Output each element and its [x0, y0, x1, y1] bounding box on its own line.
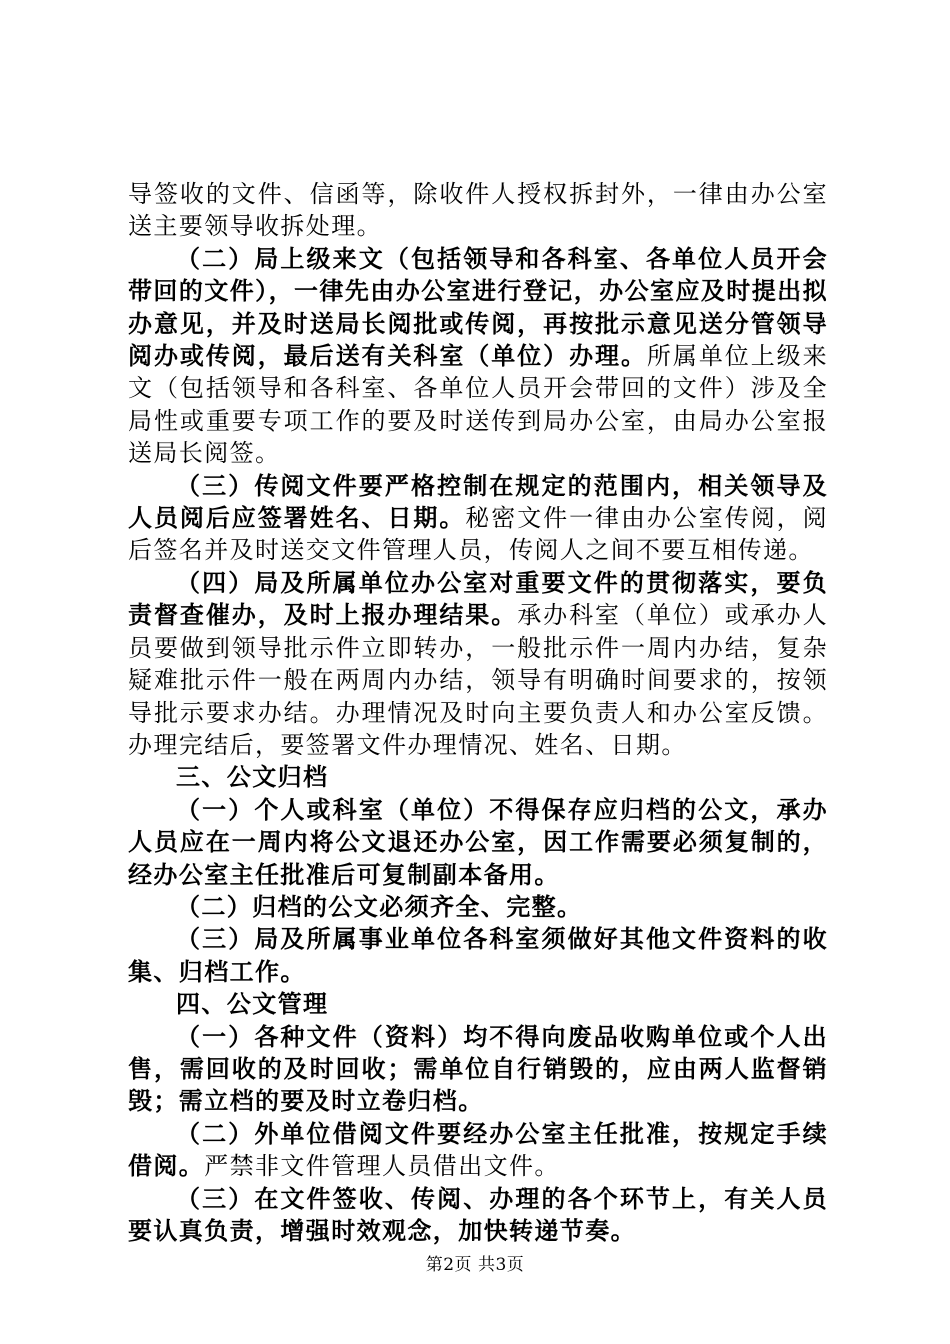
paragraph-text: 严禁非文件管理人员借出文件。 [204, 1152, 560, 1181]
paragraph [128, 1183, 828, 1248]
paragraph [128, 567, 828, 761]
paragraph-text: （一）个人或科室（单位）不得保存应归档的公文，承办人员应在一周内将公文退还办公室，因工作需要必须复制的，经办公室主任批准后可复制副本备用。 [128, 795, 828, 889]
paragraph [128, 1118, 828, 1183]
paragraph-text: （二）外单位借阅文件要经办公室主任批准，按规定手续借阅。 [128, 1119, 828, 1181]
paragraph-text: 秘密文件一律由办公室传阅，阅后签名并及时送交文件管理人员，传阅人之间不要互相传递。 [128, 504, 828, 565]
paragraph-text: 承办科室（单位）或承办人员要做到领导批示件立即转办，一般批示件一周内办结，复杂疑难批示件一般在两周内办结，领导有明确时间要求的，按领导批示要求办结。办理情况及时向主要负责人和办公室反馈。办理完结后，要签署文件办理情况、姓名、日期。 [128, 601, 828, 759]
page-number-footer: 第2页 共3页 [425, 1255, 525, 1275]
paragraph-text: 所属单位上级来文（包括领导和各科室、各单位人员开会带回的文件）涉及全局性或重要专项工作的要及时送传到局办公室，由局办公室报送局长阅签。 [128, 342, 828, 468]
paragraph [128, 470, 828, 567]
paragraph-text: （三）在文件签收、传阅、办理的各个环节上，有关人员要认真负责，增强时效观念，加快转递节奏。 [128, 1184, 828, 1245]
paragraph [128, 923, 828, 988]
paragraph [128, 891, 828, 923]
paragraph-text: （一）各种文件（资料）均不得向废品收购单位或个人出售，需回收的及时回收；需单位自行销毁的，应由两人监督销毁；需立档的要及时立卷归档。 [128, 1022, 828, 1116]
paragraph-text: 四、公文管理 [176, 990, 329, 1019]
paragraph [128, 1021, 828, 1118]
paragraph-text: （四）局及所属单位办公室对重要文件的贯彻落实，要负责督查催办，及时上报办理结果。 [128, 568, 828, 630]
paragraph [128, 794, 828, 891]
paragraph-text: 导签收的文件、信函等，除收件人授权拆封外，一律由办公室送主要领导收拆处理。 [128, 180, 828, 241]
paragraph [128, 243, 828, 470]
document-body [128, 178, 828, 1247]
paragraph [128, 761, 828, 793]
paragraph [128, 988, 828, 1020]
paragraph-text: 三、公文归档 [176, 763, 329, 792]
paragraph-text: （二）归档的公文必须齐全、完整。 [176, 892, 583, 921]
paragraph-text: （二）局上级来文（包括领导和各科室、各单位人员开会带回的文件），一律先由办公室进行登记，办公室应及时提出拟办意见，并及时送局长阅批或传阅，再按批示意见送分管领导阅办或传阅，最后送有关科室（单位）办理。 [128, 244, 828, 371]
paragraph-text: （三）局及所属事业单位各科室须做好其他文件资料的收集、归档工作。 [128, 925, 828, 986]
paragraph-text: （三）传阅文件要严格控制在规定的范围内，相关领导及人员阅后应签署姓名、日期。 [128, 471, 828, 533]
paragraph [128, 178, 828, 243]
